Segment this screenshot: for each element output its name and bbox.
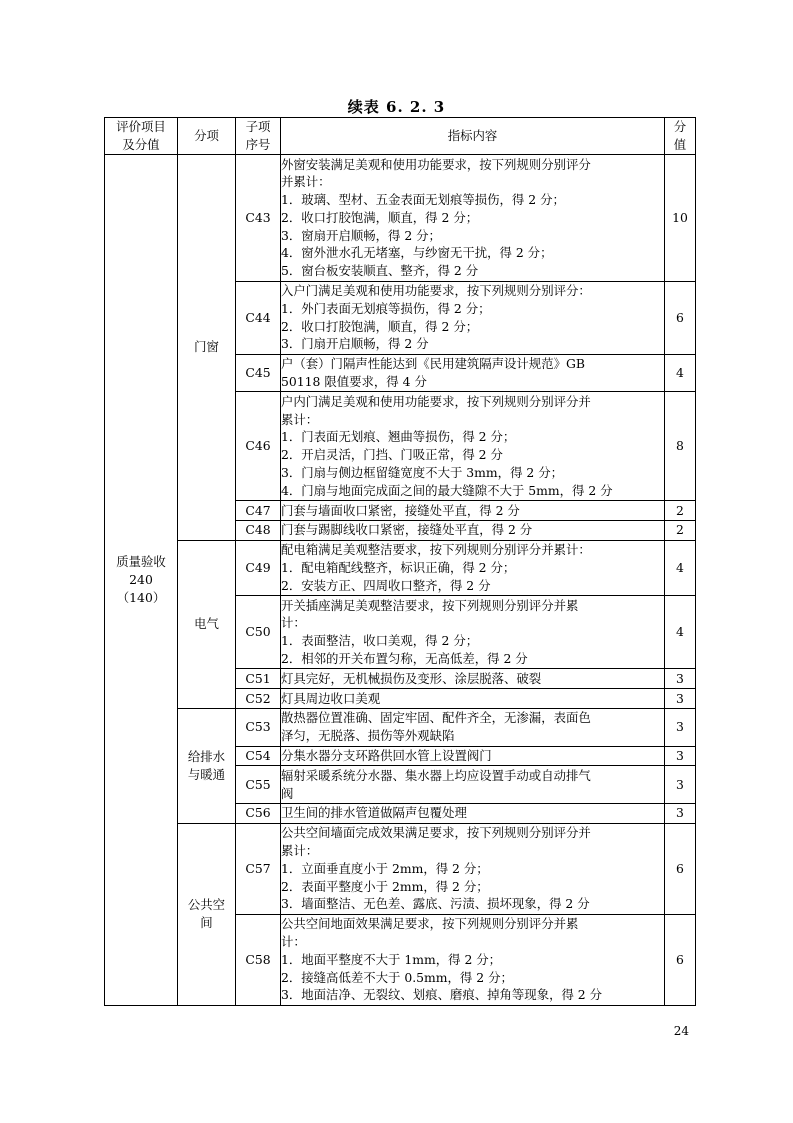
- item-number: C57: [236, 823, 281, 914]
- content-line: 户（套）门隔声性能达到《民用建筑隔声设计规范》GB: [281, 356, 585, 372]
- content-line: 泽匀，无脱落、损伤等外观缺陷: [281, 728, 455, 744]
- score-value: 3: [665, 708, 696, 746]
- indicator-content: [281, 155, 665, 282]
- item-number: C54: [236, 746, 281, 766]
- content-line: 累计：: [281, 843, 319, 859]
- content-line: 灯具完好，无机械损伤及变形、涂层脱落、破裂: [281, 670, 542, 686]
- score-value: 3: [665, 766, 696, 804]
- indicator-content: [281, 708, 665, 746]
- content-line: 1．配电箱配线整齐，标识正确，得 2 分；: [281, 560, 516, 576]
- header-indicator-content: 指标内容: [281, 118, 665, 155]
- content-line: 2．收口打胶饱满，顺直，得 2 分；: [281, 209, 479, 225]
- content-line: 2．相邻的开关布置匀称，无高低差，得 2 分: [281, 651, 528, 667]
- item-number: C53: [236, 708, 281, 746]
- header-item-number: 子项 序号: [236, 118, 281, 155]
- content-line: 1．外门表面无划痕等损伤，得 2 分；: [281, 300, 491, 316]
- item-number: C46: [236, 392, 281, 501]
- header-evaluation-item: 评价项目 及分值: [105, 118, 178, 155]
- content-line: 2．开启灵活，门挡、门吸正常，得 2 分: [281, 447, 503, 463]
- content-line: 阀: [281, 785, 294, 801]
- category-cell: 质量验收 240 （140）: [105, 155, 178, 1006]
- content-line: 50118 限值要求，得 4 分: [281, 374, 427, 390]
- item-number: C47: [236, 501, 281, 521]
- item-number: C52: [236, 689, 281, 709]
- indicator-content: [281, 914, 665, 1005]
- content-line: 3．门扇开启顺畅，得 2 分: [281, 336, 429, 352]
- table-row: [105, 540, 696, 595]
- content-line: 开关插座满足美观整洁要求，按下列规则分别评分并累: [281, 597, 579, 613]
- score-value: 4: [665, 354, 696, 392]
- content-line: 公共空间墙面完成效果满足要求，按下列规则分别评分并: [281, 825, 591, 841]
- table-title: 续表 6. 2. 3: [347, 98, 446, 116]
- content-line: 并累计：: [281, 174, 331, 190]
- score-value: 4: [665, 596, 696, 669]
- content-line: 5．窗台板安装顺直、整齐，得 2 分: [281, 263, 479, 279]
- table-row: [105, 155, 696, 282]
- score-value: 4: [665, 540, 696, 595]
- indicator-content: [281, 766, 665, 804]
- content-line: 入户门满足美观和使用功能要求，按下列规则分别评分：: [281, 283, 591, 299]
- item-number: C43: [236, 155, 281, 282]
- content-line: 外窗安装满足美观和使用功能要求，按下列规则分别评分: [281, 156, 591, 172]
- page-number: 24: [673, 1024, 689, 1038]
- content-line: 3．窗扇开启顺畅，得 2 分；: [281, 227, 441, 243]
- content-line: 1．门表面无划痕、翘曲等损伤，得 2 分；: [281, 429, 516, 445]
- item-number: C44: [236, 281, 281, 354]
- content-line: 3．墙面整洁、无色差、露底、污渍、损坏现象，得 2 分: [281, 896, 590, 912]
- item-number: C55: [236, 766, 281, 804]
- content-line: 灯具周边收口美观: [281, 690, 381, 706]
- table-header-row: [105, 118, 696, 155]
- indicator-content: [281, 540, 665, 595]
- item-number: C48: [236, 520, 281, 540]
- content-line: 2．接缝高低差不大于 0.5mm，得 2 分；: [281, 969, 513, 985]
- content-line: 辐射采暖系统分水器、集水器上均应设置手动或自动排气: [281, 767, 591, 783]
- group-plumbing-hvac: 给排水 与暖通: [178, 708, 236, 823]
- content-line: 计：: [281, 615, 306, 631]
- header-sub-category: 分项: [178, 118, 236, 155]
- score-value: 3: [665, 803, 696, 823]
- indicator-content: [281, 392, 665, 501]
- score-value: 3: [665, 669, 696, 689]
- item-number: C56: [236, 803, 281, 823]
- evaluation-table: [104, 117, 696, 1006]
- content-line: 4．门扇与地面完成面之间的最大缝隙不大于 5mm，得 2 分: [281, 482, 613, 498]
- group-public-space: 公共空 间: [178, 823, 236, 1005]
- indicator-content: [281, 803, 665, 823]
- content-line: 户内门满足美观和使用功能要求，按下列规则分别评分并: [281, 393, 591, 409]
- indicator-content: [281, 520, 665, 540]
- score-value: 2: [665, 501, 696, 521]
- score-value: 2: [665, 520, 696, 540]
- header-score: 分 值: [665, 118, 696, 155]
- content-line: 散热器位置准确、固定牢固、配件齐全，无渗漏，表面色: [281, 710, 591, 726]
- indicator-content: [281, 823, 665, 914]
- content-line: 1．玻璃、型材、五金表面无划痕等损伤，得 2 分；: [281, 192, 565, 208]
- group-doors: 门窗: [178, 155, 236, 541]
- table-row: [105, 823, 696, 914]
- content-line: 2．表面平整度小于 2mm，得 2 分；: [281, 878, 489, 894]
- score-value: 8: [665, 392, 696, 501]
- indicator-content: [281, 689, 665, 709]
- table-row: [105, 708, 696, 746]
- content-line: 分集水器分支环路供回水管上设置阀门: [281, 748, 492, 764]
- content-line: 1．立面垂直度小于 2mm，得 2 分；: [281, 860, 489, 876]
- content-line: 门套与踢脚线收口紧密，接缝处平直，得 2 分: [281, 522, 533, 538]
- content-line: 1．表面整洁，收口美观，得 2 分；: [281, 633, 479, 649]
- item-number: C45: [236, 354, 281, 392]
- score-value: 6: [665, 914, 696, 1005]
- indicator-content: [281, 596, 665, 669]
- content-line: 累计：: [281, 411, 319, 427]
- indicator-content: [281, 669, 665, 689]
- content-line: 卫生间的排水管道做隔声包覆处理: [281, 805, 467, 821]
- content-line: 2．收口打胶饱满，顺直，得 2 分；: [281, 318, 479, 334]
- content-line: 2．安装方正、四周收口整齐，得 2 分: [281, 577, 491, 593]
- indicator-content: [281, 501, 665, 521]
- content-line: 计：: [281, 934, 306, 950]
- item-number: C50: [236, 596, 281, 669]
- indicator-content: [281, 281, 665, 354]
- content-line: 3．门扇与侧边框留缝宽度不大于 3mm，得 2 分；: [281, 465, 563, 481]
- item-number: C51: [236, 669, 281, 689]
- score-value: 3: [665, 746, 696, 766]
- score-value: 6: [665, 823, 696, 914]
- content-line: 门套与墙面收口紧密，接缝处平直，得 2 分: [281, 502, 520, 518]
- item-number: C58: [236, 914, 281, 1005]
- indicator-content: [281, 354, 665, 392]
- score-value: 6: [665, 281, 696, 354]
- content-line: 3．地面洁净、无裂纹、划痕、磨痕、掉角等现象，得 2 分: [281, 987, 603, 1003]
- group-electric: 电气: [178, 540, 236, 708]
- score-value: 3: [665, 689, 696, 709]
- content-line: 4．窗外泄水孔无堵塞，与纱窗无干扰，得 2 分；: [281, 245, 553, 261]
- score-value: 10: [665, 155, 696, 282]
- indicator-content: [281, 746, 665, 766]
- content-line: 配电箱满足美观整洁要求，按下列规则分别评分并累计：: [281, 542, 591, 558]
- content-line: 1．地面平整度不大于 1mm，得 2 分；: [281, 951, 502, 967]
- item-number: C49: [236, 540, 281, 595]
- content-line: 公共空间地面效果满足要求，按下列规则分别评分并累: [281, 916, 579, 932]
